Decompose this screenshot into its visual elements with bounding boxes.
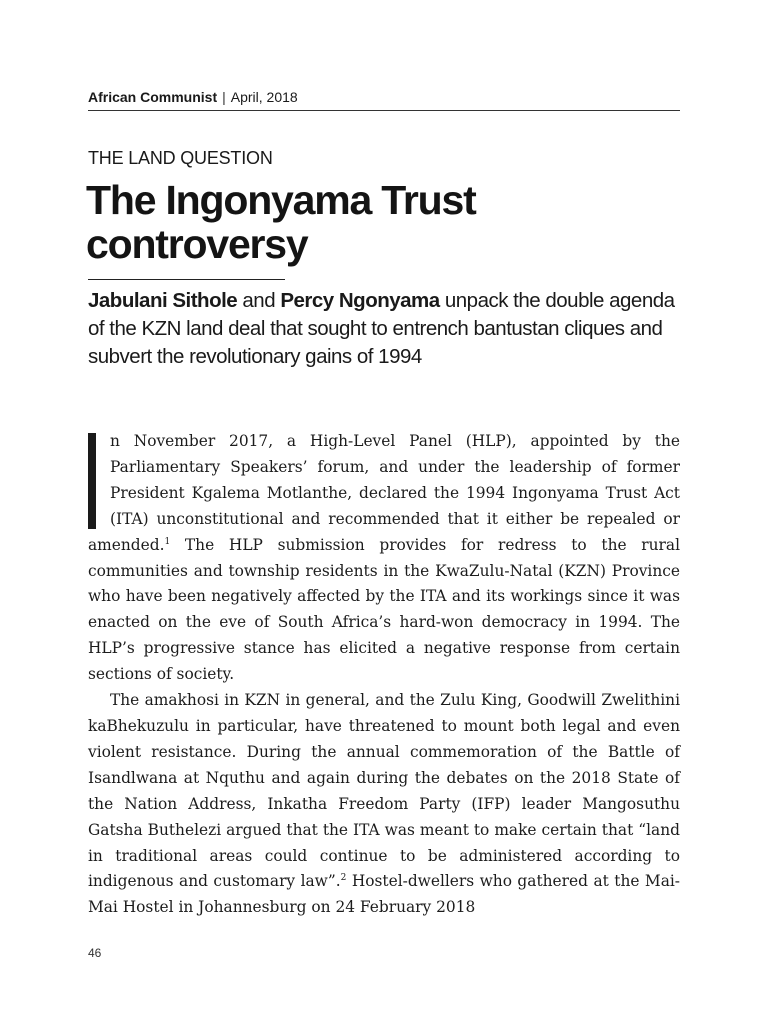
- paragraph-text: The HLP submission provides for redress to the rural communities and township residents in the KwaZulu-Natal (KZN) Province who have been negatively affected by the ITA and its workings since it was enacted on the eve of South Africa’s hard-won democracy in 1994. The HLP’s progressive stance has elicited a negative response from certain sections of society.: [88, 535, 680, 684]
- author-connector: and: [237, 289, 281, 312]
- body-paragraph: [88, 429, 680, 688]
- article-title: The Ingonyama Trust controversy: [86, 177, 476, 267]
- page-number: 46: [88, 946, 102, 960]
- paragraph-text: n November 2017, a High-Level Panel (HLP), appointed by the Parliamentary Speakers’ forum, and under the leadership of former President Kgalema Motlanthe, declared the 1994 Ingonyama Trust Act (ITA) unconstitutional and recommended that it either be repealed or amended.: [88, 432, 680, 554]
- article-body: [88, 429, 680, 921]
- header-rule: [88, 110, 680, 111]
- header-separator: |: [222, 89, 226, 105]
- footnote-marker: 2: [340, 873, 347, 884]
- author-name: Percy Ngonyama: [280, 289, 440, 312]
- publication-name: African Communist: [88, 89, 218, 105]
- author-name: Jabulani Sithole: [88, 289, 238, 312]
- body-paragraph: [88, 688, 680, 921]
- running-header: [88, 87, 680, 107]
- paragraph-text: The amakhosi in KZN in general, and the Zulu King, Goodwill Zwelithini kaBhekuzulu in particular, have threatened to mount both legal and even violent resistance. During the annual commemoration of the Battle of Isandlwana at Nquthu and again during the debates on the 2018 State of the Nation Address, Inkatha Freedom Party (IFP) leader Mangosuthu Gatsha Buthelezi argued that the ITA was meant to make certain that “land in traditional areas could continue to be administered according to indigenous and customary law”.: [88, 691, 680, 891]
- paragraph-text: Hostel-dwellers who gathered at the Mai-Mai Hostel in Johannesburg on 24 February 2018: [88, 872, 680, 917]
- footnote-marker: 1: [164, 536, 171, 547]
- section-label: THE LAND QUESTION: [88, 148, 273, 168]
- standfirst: [88, 287, 688, 371]
- drop-cap: [88, 433, 96, 529]
- standfirst-text: unpack the double agenda of the KZN land deal that sought to entrench bantustan cliques and subvert the revolutionary gains of 1994: [88, 289, 675, 368]
- issue-date: April, 2018: [230, 89, 298, 105]
- title-rule: [88, 279, 285, 280]
